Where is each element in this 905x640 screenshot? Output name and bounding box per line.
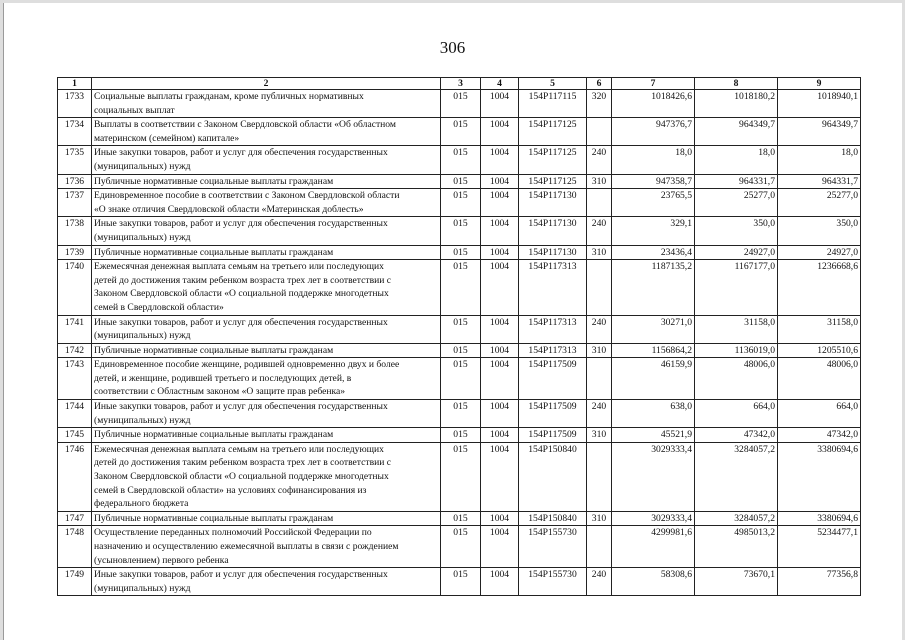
expense-type-code: 240: [587, 400, 612, 428]
expense-type-code: [587, 358, 612, 400]
amount-col7: 45521,9: [612, 428, 695, 443]
amount-col9: 47342,0: [778, 428, 861, 443]
row-number: 1735: [58, 146, 92, 174]
table-row: [58, 343, 861, 358]
row-description: [92, 343, 441, 358]
expense-type-code: [587, 526, 612, 568]
section-code: 1004: [481, 260, 519, 315]
target-article-code: 154Р117115: [519, 90, 587, 118]
target-article-code: 154Р117125: [519, 146, 587, 174]
table-row: [58, 358, 861, 400]
amount-col9: 31158,0: [778, 315, 861, 343]
section-code: 1004: [481, 146, 519, 174]
section-code: 1004: [481, 217, 519, 245]
description-line: Единовременное пособие в соответствии с Законом Свердловской области: [94, 190, 400, 202]
ministry-code: 015: [441, 118, 481, 146]
amount-col7: 18,0: [612, 146, 695, 174]
section-code: 1004: [481, 428, 519, 443]
description-line: Ежемесячная денежная выплата семьям на третьего или последующих: [94, 261, 384, 273]
description-line: Публичные нормативные социальные выплаты гражданам: [94, 429, 334, 441]
ministry-code: 015: [441, 358, 481, 400]
amount-col9: 3380694,6: [778, 511, 861, 526]
ministry-code: 015: [441, 146, 481, 174]
target-article-code: 154Р117509: [519, 400, 587, 428]
row-number: 1733: [58, 90, 92, 118]
amount-col7: 1156864,2: [612, 343, 695, 358]
description-line: (муниципальных) нужд: [94, 330, 191, 342]
amount-col7: 3029333,4: [612, 442, 695, 511]
ministry-code: 015: [441, 174, 481, 189]
amount-col7: 329,1: [612, 217, 695, 245]
table-row: [58, 442, 861, 511]
amount-col8: 25277,0: [695, 189, 778, 217]
description-line: Публичные нормативные социальные выплаты гражданам: [94, 246, 334, 258]
amount-col8: 48006,0: [695, 358, 778, 400]
description-line: (усыновлением) первого ребенка: [94, 554, 229, 566]
amount-col8: 31158,0: [695, 315, 778, 343]
expense-type-code: 240: [587, 146, 612, 174]
expense-type-code: 240: [587, 568, 612, 596]
header-cell: 9: [778, 78, 861, 90]
budget-table: [57, 77, 861, 596]
row-number: 1737: [58, 189, 92, 217]
row-description: [92, 260, 441, 315]
amount-col7: 947376,7: [612, 118, 695, 146]
page-number: 306: [439, 38, 466, 57]
row-description: [92, 217, 441, 245]
amount-col8: 350,0: [695, 217, 778, 245]
budget-table-body: [58, 90, 861, 596]
section-code: 1004: [481, 245, 519, 260]
amount-col9: 964349,7: [778, 118, 861, 146]
description-line: социальных выплат: [94, 104, 175, 116]
amount-col9: 25277,0: [778, 189, 861, 217]
row-description: [92, 568, 441, 596]
amount-col9: 48006,0: [778, 358, 861, 400]
row-number: 1744: [58, 400, 92, 428]
row-number: 1740: [58, 260, 92, 315]
amount-col7: 1187135,2: [612, 260, 695, 315]
description-line: Единовременное пособие женщине, родившей одновременно двух и более: [94, 359, 400, 371]
amount-col7: 1018426,6: [612, 90, 695, 118]
row-description: [92, 526, 441, 568]
description-line: назначению и осуществлению ежемесячной выплаты в связи с рождением: [94, 541, 399, 552]
description-line: материнском (семейном) капитале»: [94, 132, 240, 144]
table-row: [58, 174, 861, 189]
description-line: детей до достижения таким ребенком возраста трех лет в соответствии с: [94, 457, 392, 469]
header-cell: 7: [612, 78, 695, 90]
row-number: 1738: [58, 217, 92, 245]
row-number: 1745: [58, 428, 92, 443]
amount-col8: 1018180,2: [695, 90, 778, 118]
description-line: детей, и женщине, родившей третьего и последующих детей, в: [94, 372, 352, 384]
row-number: 1739: [58, 245, 92, 260]
ministry-code: 015: [441, 343, 481, 358]
ministry-code: 015: [441, 428, 481, 443]
description-line: Законом Свердловской области «О социальной поддержке многодетных: [94, 288, 389, 300]
description-line: Иные закупки товаров, работ и услуг для обеспечения государственных: [94, 218, 388, 230]
target-article-code: 154Р117130: [519, 245, 587, 260]
ministry-code: 015: [441, 400, 481, 428]
target-article-code: 154Р117313: [519, 315, 587, 343]
description-line: Публичные нормативные социальные выплаты гражданам: [94, 175, 334, 187]
amount-col8: 964331,7: [695, 174, 778, 189]
row-number: 1748: [58, 526, 92, 568]
header-row: [58, 78, 861, 90]
description-line: (муниципальных) нужд: [94, 582, 191, 594]
ministry-code: 015: [441, 189, 481, 217]
amount-col8: 24927,0: [695, 245, 778, 260]
table-row: [58, 400, 861, 428]
expense-type-code: 240: [587, 217, 612, 245]
header-cell: 4: [481, 78, 519, 90]
description-line: (муниципальных) нужд: [94, 160, 191, 172]
target-article-code: 154Р150840: [519, 511, 587, 526]
target-article-code: 154Р117130: [519, 189, 587, 217]
amount-col9: 1018940,1: [778, 90, 861, 118]
amount-col8: 1136019,0: [695, 343, 778, 358]
expense-type-code: 310: [587, 343, 612, 358]
amount-col7: 4299981,6: [612, 526, 695, 568]
amount-col9: 1205510,6: [778, 343, 861, 358]
amount-col8: 1167177,0: [695, 260, 778, 315]
row-description: [92, 146, 441, 174]
description-line: семей в Свердловской области»: [94, 301, 224, 313]
section-code: 1004: [481, 358, 519, 400]
amount-col9: 5234477,1: [778, 526, 861, 568]
amount-col8: 4985013,2: [695, 526, 778, 568]
section-code: 1004: [481, 315, 519, 343]
description-line: Публичные нормативные социальные выплаты гражданам: [94, 512, 334, 524]
section-code: 1004: [481, 174, 519, 189]
ministry-code: 015: [441, 260, 481, 315]
ministry-code: 015: [441, 568, 481, 596]
amount-col7: 638,0: [612, 400, 695, 428]
ministry-code: 015: [441, 315, 481, 343]
amount-col9: 18,0: [778, 146, 861, 174]
section-code: 1004: [481, 343, 519, 358]
table-row: [58, 217, 861, 245]
amount-col8: 3284057,2: [695, 511, 778, 526]
header-cell: 1: [58, 78, 92, 90]
row-number: 1734: [58, 118, 92, 146]
amount-col7: 23765,5: [612, 189, 695, 217]
description-line: федерального бюджета: [94, 498, 189, 510]
amount-col9: 24927,0: [778, 245, 861, 260]
header-cell: 3: [441, 78, 481, 90]
row-description: [92, 428, 441, 443]
header-cell: 6: [587, 78, 612, 90]
row-description: [92, 118, 441, 146]
target-article-code: 154Р155730: [519, 568, 587, 596]
description-line: детей до достижения таким ребенком возраста трех лет в соответствии с: [94, 274, 392, 286]
row-description: [92, 400, 441, 428]
amount-col9: 964331,7: [778, 174, 861, 189]
expense-type-code: 310: [587, 511, 612, 526]
expense-type-code: 240: [587, 315, 612, 343]
row-description: [92, 511, 441, 526]
row-number: 1749: [58, 568, 92, 596]
expense-type-code: [587, 442, 612, 511]
target-article-code: 154Р117130: [519, 217, 587, 245]
description-line: Иные закупки товаров, работ и услуг для обеспечения государственных: [94, 401, 388, 413]
section-code: 1004: [481, 118, 519, 146]
amount-col7: 947358,7: [612, 174, 695, 189]
description-line: (муниципальных) нужд: [94, 231, 191, 243]
description-line: семей в Свердловской области» на условиях софинансирования из: [94, 484, 367, 496]
amount-col7: 46159,9: [612, 358, 695, 400]
expense-type-code: [587, 118, 612, 146]
description-line: Выплаты в соответствии с Законом Свердловской области «Об областном: [94, 119, 396, 131]
section-code: 1004: [481, 568, 519, 596]
row-number: 1741: [58, 315, 92, 343]
table-row: [58, 315, 861, 343]
ministry-code: 015: [441, 511, 481, 526]
expense-type-code: [587, 189, 612, 217]
ministry-code: 015: [441, 217, 481, 245]
table-row: [58, 189, 861, 217]
row-description: [92, 442, 441, 511]
expense-type-code: 310: [587, 174, 612, 189]
table-row: [58, 90, 861, 118]
row-description: [92, 174, 441, 189]
description-line: соответствии с Областным законом «О защите прав ребенка»: [94, 386, 346, 398]
amount-col8: 3284057,2: [695, 442, 778, 511]
row-number: 1746: [58, 442, 92, 511]
ministry-code: 015: [441, 526, 481, 568]
section-code: 1004: [481, 400, 519, 428]
description-line: Социальные выплаты гражданам, кроме публичных нормативных: [94, 91, 364, 102]
target-article-code: 154Р117509: [519, 358, 587, 400]
row-description: [92, 245, 441, 260]
section-code: 1004: [481, 442, 519, 511]
table-row: [58, 118, 861, 146]
amount-col9: 3380694,6: [778, 442, 861, 511]
description-line: Иные закупки товаров, работ и услуг для обеспечения государственных: [94, 569, 388, 581]
amount-col7: 3029333,4: [612, 511, 695, 526]
table-row: [58, 526, 861, 568]
ministry-code: 015: [441, 90, 481, 118]
description-line: Иные закупки товаров, работ и услуг для обеспечения государственных: [94, 316, 388, 328]
target-article-code: 154Р117313: [519, 343, 587, 358]
row-description: [92, 315, 441, 343]
table-row: [58, 146, 861, 174]
ministry-code: 015: [441, 245, 481, 260]
target-article-code: 154Р155730: [519, 526, 587, 568]
description-line: Осуществление переданных полномочий Российской Федерации по: [94, 527, 372, 539]
amount-col9: 77356,8: [778, 568, 861, 596]
row-description: [92, 189, 441, 217]
section-code: 1004: [481, 189, 519, 217]
section-code: 1004: [481, 511, 519, 526]
expense-type-code: [587, 260, 612, 315]
table-row: [58, 428, 861, 443]
amount-col8: 47342,0: [695, 428, 778, 443]
header-cell: 2: [92, 78, 441, 90]
table-row: [58, 245, 861, 260]
row-number: 1747: [58, 511, 92, 526]
description-line: Иные закупки товаров, работ и услуг для обеспечения государственных: [94, 147, 388, 159]
expense-type-code: 310: [587, 428, 612, 443]
amount-col7: 58308,6: [612, 568, 695, 596]
amount-col9: 664,0: [778, 400, 861, 428]
amount-col9: 350,0: [778, 217, 861, 245]
amount-col8: 73670,1: [695, 568, 778, 596]
amount-col7: 23436,4: [612, 245, 695, 260]
amount-col8: 18,0: [695, 146, 778, 174]
table-row: [58, 568, 861, 596]
section-code: 1004: [481, 526, 519, 568]
amount-col8: 964349,7: [695, 118, 778, 146]
row-number: 1742: [58, 343, 92, 358]
description-line: Ежемесячная денежная выплата семьям на третьего или последующих: [94, 443, 384, 455]
description-line: Публичные нормативные социальные выплаты гражданам: [94, 344, 334, 356]
row-number: 1743: [58, 358, 92, 400]
expense-type-code: 310: [587, 245, 612, 260]
section-code: 1004: [481, 90, 519, 118]
target-article-code: 154Р117509: [519, 428, 587, 443]
target-article-code: 154Р117313: [519, 260, 587, 315]
ministry-code: 015: [441, 442, 481, 511]
amount-col7: 30271,0: [612, 315, 695, 343]
description-line: Законом Свердловской области «О социальной поддержке многодетных: [94, 471, 389, 483]
description-line: (муниципальных) нужд: [94, 414, 191, 426]
table-row: [58, 260, 861, 315]
row-description: [92, 90, 441, 118]
amount-col8: 664,0: [695, 400, 778, 428]
header-cell: 5: [519, 78, 587, 90]
expense-type-code: 320: [587, 90, 612, 118]
row-number: 1736: [58, 174, 92, 189]
description-line: «О знаке отличия Свердловской области «Материнская доблесть»: [94, 203, 364, 215]
row-description: [92, 358, 441, 400]
table-row: [58, 511, 861, 526]
header-cell: 8: [695, 78, 778, 90]
amount-col9: 1236668,6: [778, 260, 861, 315]
target-article-code: 154Р117125: [519, 174, 587, 189]
target-article-code: 154Р117125: [519, 118, 587, 146]
target-article-code: 154Р150840: [519, 442, 587, 511]
